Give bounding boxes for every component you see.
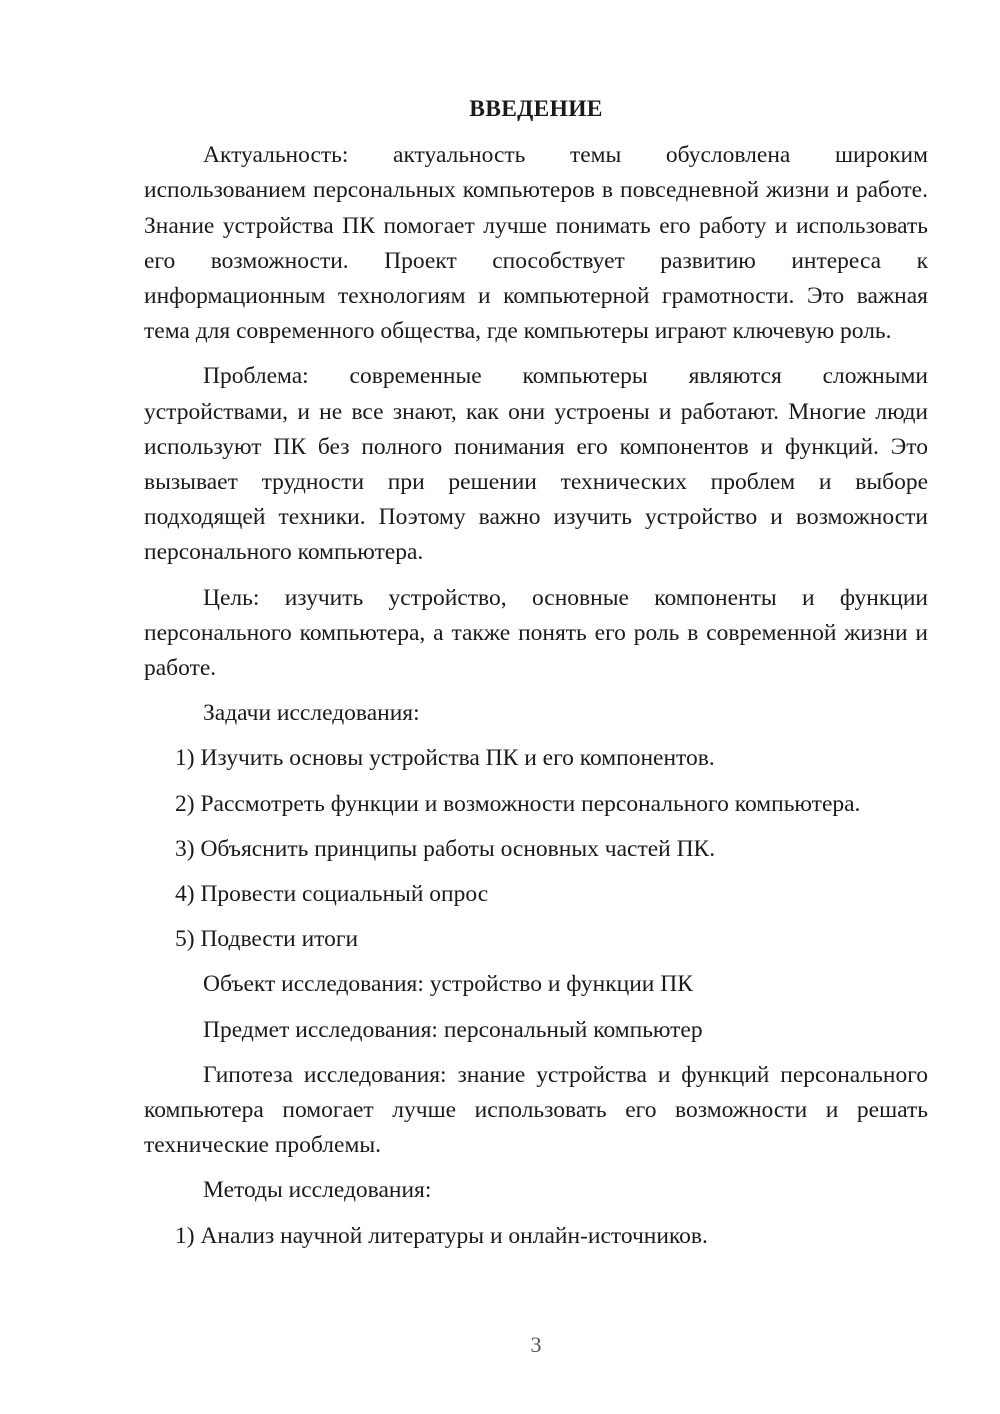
document-page	[144, 92, 928, 1264]
task-item: 4) Провести социальный опрос	[175, 881, 489, 908]
section-title: ВВЕДЕНИЕ	[469, 96, 603, 122]
research-subject: Предмет исследования: персональный компьютер	[203, 1016, 703, 1043]
problem-paragraph: Проблема: современные компьютеры являются сложными устройствами, и не все знают, как они устроены и работают. Многие люди используют ПК без полного понимания его компонентов и функций. Это вызывает трудности при решении технических проблем и выборе подходящей техники. Поэтому важно изучить устройство и возможности персонального компьютера.	[144, 363, 928, 566]
tasks-heading: Задачи исследования:	[203, 700, 420, 727]
goal-paragraph: Цель: изучить устройство, основные компоненты и функции персонального компьютера, а также понять его роль в современной жизни и работе.	[144, 584, 928, 682]
task-item: 5) Подвести итоги	[175, 926, 359, 953]
relevance-paragraph: Актуальность: актуальность темы обусловлена широким использованием персональных компьютеров в повседневной жизни и работе. Знание устройства ПК помогает лучше понимать его работу и использовать его возможности. Проект способствует развитию интереса к информационным технологиям и компьютерной грамотности. Это важная тема для современного общества, где компьютеры играют ключевую роль.	[144, 142, 928, 345]
hypothesis-paragraph: Гипотеза исследования: знание устройства и функций персонального компьютера помогает лучше использовать его возможности и решать технические проблемы.	[144, 1061, 928, 1159]
task-item: 2) Рассмотреть функции и возможности персонального компьютера.	[175, 790, 861, 817]
task-item: 3) Объяснить принципы работы основных частей ПК.	[175, 835, 716, 862]
page-number: 3	[530, 1332, 542, 1357]
task-item: 1) Изучить основы устройства ПК и его компонентов.	[175, 745, 715, 772]
method-item: 1) Анализ научной литературы и онлайн-источников.	[175, 1222, 708, 1249]
research-object: Объект исследования: устройство и функции ПК	[203, 971, 693, 998]
methods-heading: Методы исследования:	[203, 1177, 432, 1204]
